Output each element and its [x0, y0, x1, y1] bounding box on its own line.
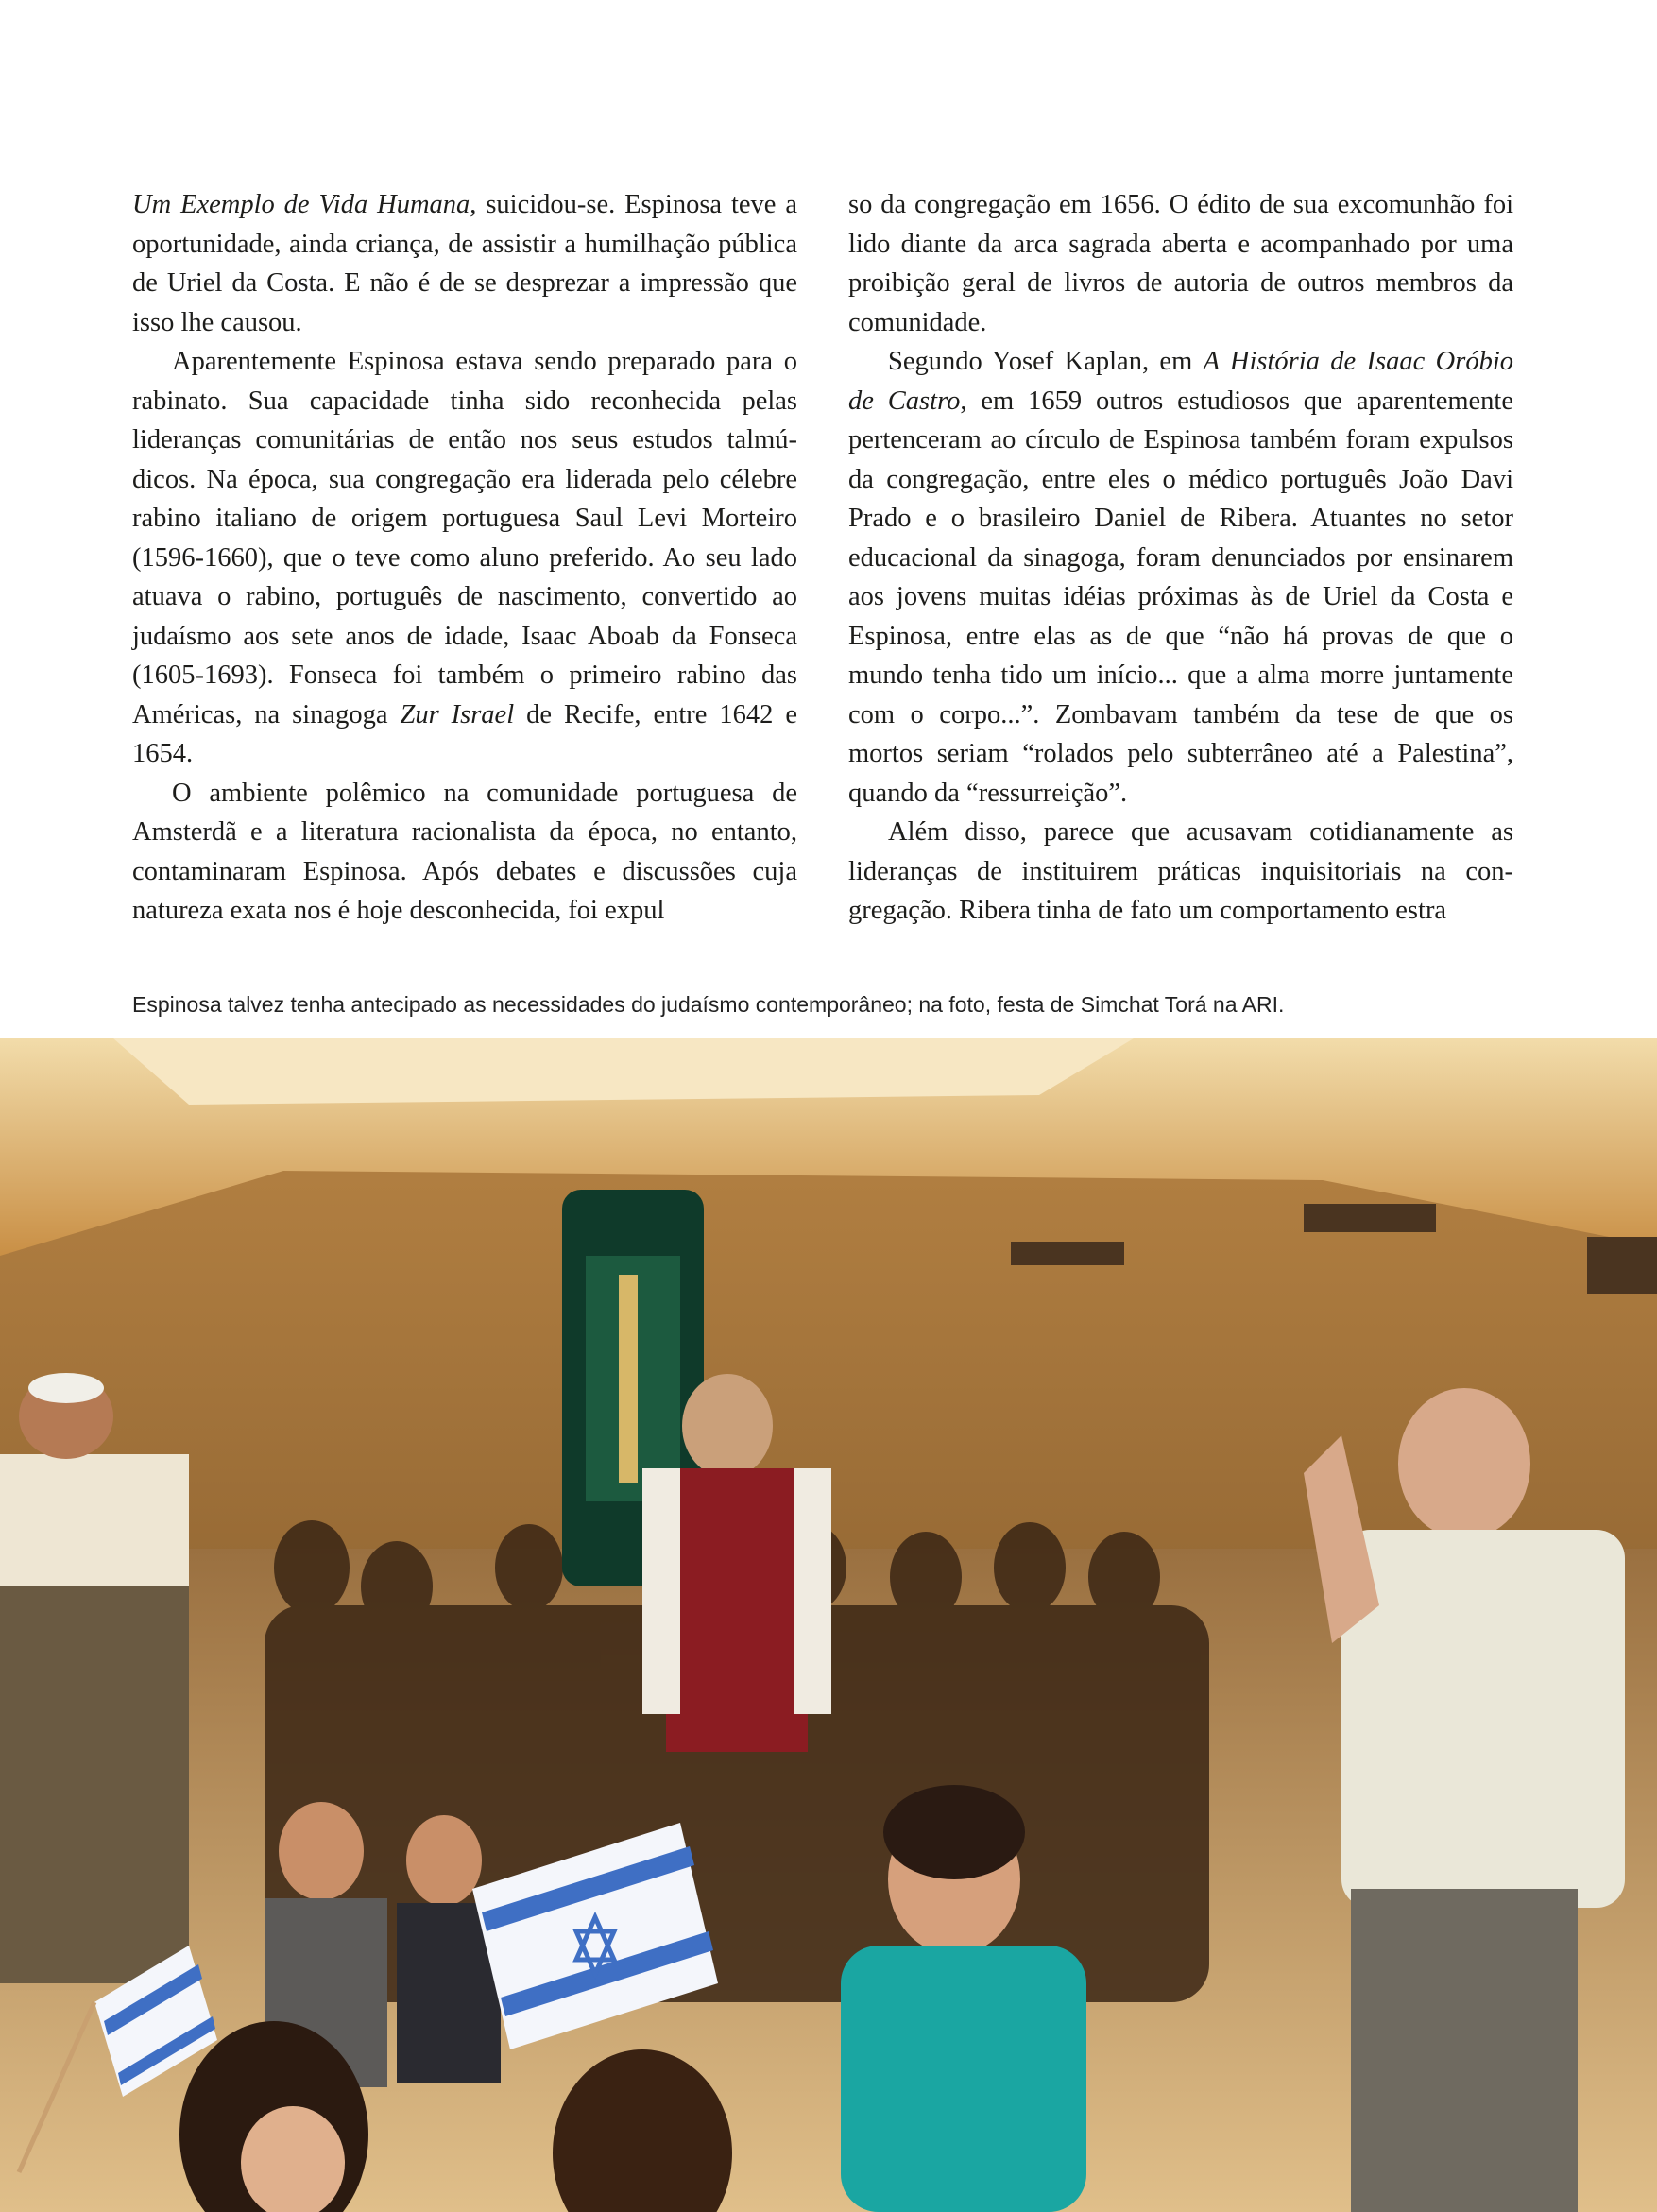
paragraph-text: , suicidou-se. Espinosa teve a oportunidade, ainda criança, de assistir a humilhação pública de Uriel da Costa. E não é de se desprezar a impressão que isso lhe causou.: [132, 190, 797, 337]
paragraph: so da congregação em 1656. O édito de sua excomunhão foi lido diante da arca sagrada aberta e acompanhado por uma proibição geral de livros de autoria de outros membros da comunidade.: [848, 190, 1513, 337]
paragraph-text: , em 1659 outros estudiosos que aparentemente pertenceram ao círculo de Espinosa também foram expulsos da congregação, entre eles o médico português João Davi Prado e o brasileiro Daniel de Ribera. Atuantes no setor educacional da sinagoga, foram denunciados por ensinarem aos jovens muitas idéias próximas às de Uriel da Costa e Espinosa, entre elas as de que “não há provas de que o mundo tenha tido um início... que a alma morre juntamente com o corpo...”. Zombavam também da tese de que os mortos seriam “rolados pelo subterrâneo até a Palestina”, quando da “ressurreição”.: [848, 386, 1514, 808]
paragraph-text: Aparentemente Espinosa estava sendo preparado para o rabinato. Sua capacidade tinha sido reconhecida pelas lideranças comunitárias de então nos seus estudos talmúdicos. Na época, sua congregação era liderada pelo célebre rabino italiano de origem portuguesa Saul Levi Morteiro (1596-1660), que o teve como aluno preferido. Ao seu lado atuava o rabino, português de nascimento, convertido ao judaísmo aos sete anos de idade, Isaac Aboab da Fonseca (1605-1693). Fonseca foi também o primeiro rabino das Américas, na sinagoga: [132, 347, 797, 729]
right-text-column: [848, 185, 1513, 931]
book-title: Um Exemplo de Vida Humana: [132, 190, 470, 219]
photo-celebration-icon: [0, 1038, 1657, 2212]
paragraph: [848, 342, 1513, 813]
left-text-column: [132, 185, 797, 931]
paragraph: O ambiente polêmico na comunidade portuguesa de Amsterdã e a literatura racionalista da época, no entanto, contaminaram Espinosa. Após debates e discussões cuja natureza exata nos é hoje desconhecida, foi expul: [132, 778, 797, 925]
book-title: A História de Isaac Oróbio de Castro: [848, 347, 1513, 416]
paragraph: [132, 342, 797, 774]
synagogue-name: Zur Israel: [400, 699, 515, 729]
paragraph-text: de Recife, entre 1642 e 1654.: [132, 699, 797, 768]
paragraph-text: Segundo Yosef Kaplan, em: [888, 347, 1204, 376]
photo-caption: Espinosa talvez tenha antecipado as necessidades do judaísmo contemporâneo; na foto, festa de Simchat Torá na ARI.: [132, 992, 1285, 1017]
paragraph: Além disso, parece que acusavam cotidianamente as lideranças de instituirem práticas inquisitoriais na congregação. Ribera tinha de fato um comportamento estra: [848, 817, 1513, 925]
paragraph: [132, 185, 797, 342]
celebration-photo: [0, 1038, 1657, 2212]
